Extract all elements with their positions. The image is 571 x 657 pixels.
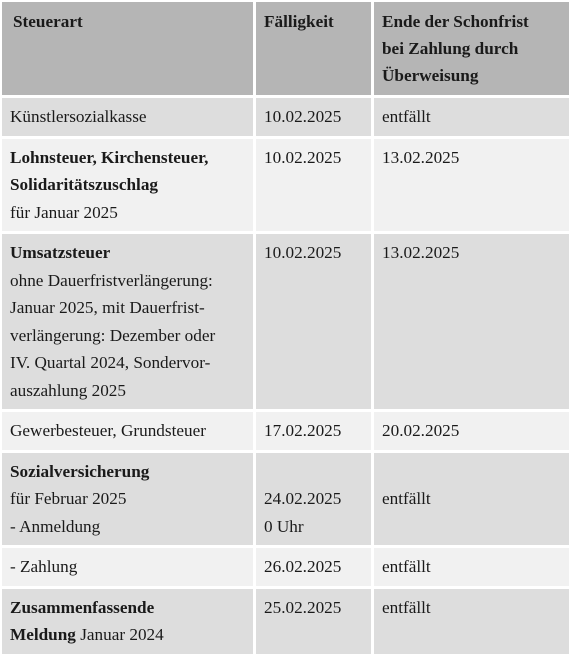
steuerart-text: Gewerbesteuer, Grundsteuer xyxy=(10,421,206,440)
steuerart-title-inline: Meldung xyxy=(10,625,76,644)
steuerart-text: Künstlersozialkasse xyxy=(10,107,147,126)
cell-faelligkeit xyxy=(256,589,371,654)
table-row xyxy=(2,234,569,409)
cell-faelligkeit xyxy=(256,98,371,136)
cell-steuerart xyxy=(2,412,253,450)
steuerart-text: IV. Quartal 2024, Sondervor- xyxy=(10,353,211,372)
header-schonfrist xyxy=(374,2,569,95)
cell-steuerart xyxy=(2,98,253,136)
faelligkeit-date: 10.02.2025 xyxy=(264,243,342,262)
header-row xyxy=(2,2,569,95)
table-row xyxy=(2,453,569,546)
cell-schonfrist: 13.02.2025 xyxy=(374,234,569,409)
cell-steuerart xyxy=(2,453,253,546)
cell-steuerart xyxy=(2,234,253,409)
steuerart-text: Januar 2025, mit Dauerfrist- xyxy=(10,298,205,317)
steuerart-text: - Zahlung xyxy=(10,557,78,576)
steuerart-text: verlängerung: Dezember oder xyxy=(10,325,216,345)
table-row xyxy=(2,548,569,586)
faelligkeit-spacer xyxy=(264,458,363,486)
faelligkeit-date: 26.02.2025 xyxy=(264,557,342,576)
table-row xyxy=(2,98,569,136)
faelligkeit-date: 10.02.2025 xyxy=(264,147,342,167)
steuerart-title: Solidaritätszuschlag xyxy=(10,175,159,194)
header-schonfrist-line: Ende der Schonfrist xyxy=(382,12,529,31)
cell-faelligkeit xyxy=(256,453,371,546)
cell-faelligkeit xyxy=(256,412,371,450)
schonfrist-spacer xyxy=(382,458,561,486)
steuerart-title: Umsatzsteuer xyxy=(10,243,111,262)
faelligkeit-date: 17.02.2025 xyxy=(264,421,342,440)
cell-schonfrist: 13.02.2025 xyxy=(374,139,569,232)
header-steuerart: Steuerart xyxy=(2,2,253,95)
steuerart-mixed-line xyxy=(10,621,245,649)
cell-steuerart xyxy=(2,139,253,232)
table-row xyxy=(2,139,569,232)
steuerart-text: für Januar 2025 xyxy=(10,202,118,222)
faelligkeit-date: 10.02.2025 xyxy=(264,107,342,126)
header-faelligkeit: Fälligkeit xyxy=(256,2,371,95)
schonfrist-value: entfällt xyxy=(382,489,431,508)
steuerart-text: auszahlung 2025 xyxy=(10,380,126,400)
table-row xyxy=(2,412,569,450)
faelligkeit-date: 25.02.2025 xyxy=(264,597,342,617)
header-schonfrist-line: Überweisung xyxy=(382,66,479,85)
cell-schonfrist: entfällt xyxy=(374,589,569,654)
steuerart-text-inline: Januar 2024 xyxy=(75,625,164,644)
faelligkeit-time: 0 Uhr xyxy=(264,516,304,536)
steuerart-title: Zusammenfassende xyxy=(10,597,155,617)
table-header xyxy=(2,2,569,95)
cell-steuerart xyxy=(2,548,253,586)
table-row xyxy=(2,589,569,654)
cell-faelligkeit xyxy=(256,139,371,232)
faelligkeit-date: 24.02.2025 xyxy=(264,489,342,508)
cell-schonfrist: entfällt xyxy=(374,98,569,136)
cell-faelligkeit xyxy=(256,548,371,586)
cell-faelligkeit xyxy=(256,234,371,409)
cell-schonfrist: 20.02.2025 xyxy=(374,412,569,450)
cell-schonfrist xyxy=(374,453,569,546)
steuerart-text: für Februar 2025 xyxy=(10,489,127,508)
steuerart-text: - Anmeldung xyxy=(10,516,101,536)
cell-steuerart xyxy=(2,589,253,654)
steuerart-title: Sozialversicherung xyxy=(10,461,150,481)
header-schonfrist-line: bei Zahlung durch xyxy=(382,39,519,58)
cell-schonfrist: entfällt xyxy=(374,548,569,586)
steuerart-text: ohne Dauerfristverlängerung: xyxy=(10,270,213,290)
steuerart-title: Lohnsteuer, Kirchensteuer, xyxy=(10,147,209,167)
